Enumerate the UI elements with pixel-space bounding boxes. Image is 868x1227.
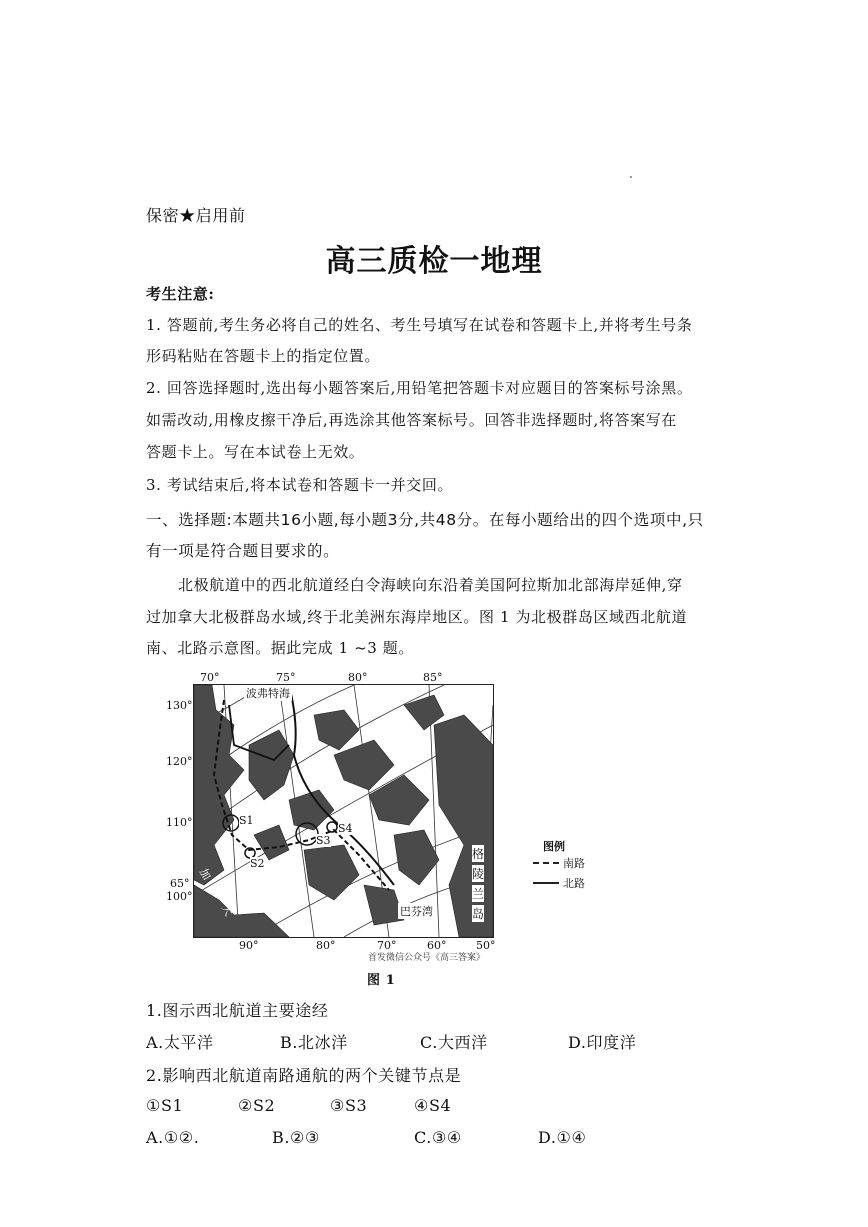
greenland-label-3: 兰 [472, 887, 485, 901]
q2-option-a: A.①②. [146, 1128, 200, 1147]
notice-heading: 考生注意: [146, 285, 215, 303]
passage-line: 北极航道中的西北航道经白令海峡向东沿着美国阿拉斯加北部海岸延伸,穿 [178, 576, 683, 594]
question-1-stem: 1.图示西北航道主要途经 [146, 1001, 329, 1020]
map-lon-top: 75° [276, 671, 296, 684]
section-heading: 有一项是符合题目要求的。 [146, 542, 340, 560]
greenland-label-4: 岛 [472, 907, 485, 921]
south-route-line [214, 700, 389, 890]
notice-line: 答题卡上。写在本试卷上无效。 [146, 443, 365, 461]
q2-option-d: D.①④ [538, 1128, 587, 1147]
map-lon-bottom: 90° [239, 939, 259, 952]
beaufort-sea-label: 波弗特海 [246, 687, 290, 700]
confidential-mark: 保密★启用前 [146, 206, 246, 225]
q2-item-1: ①S1 [146, 1096, 184, 1115]
q1-option-a: A.太平洋 [146, 1033, 214, 1052]
map-lon-bottom: 80° [316, 939, 336, 952]
node-s1-label: S1 [239, 814, 254, 827]
map-lat-left: 130° [166, 699, 193, 712]
map-lon-bottom: 60° [427, 939, 447, 952]
baffin-bay-label: 巴芬湾 [400, 905, 433, 918]
node-s3-label: S3 [316, 834, 331, 847]
question-2-stem: 2.影响西北航道南路通航的两个关键节点是 [146, 1066, 462, 1085]
q1-option-b: B.北冰洋 [280, 1033, 348, 1052]
notice-line: 2. 回答选择题时,选出每小题答案后,用铅笔把答题卡对应题目的答案标号涂黑。 [146, 379, 693, 397]
greenland-label-1: 格 [472, 847, 485, 861]
figure-caption: 图 1 [367, 973, 396, 988]
legend-north-swatch [533, 882, 559, 884]
northwest-passage-map [193, 684, 494, 938]
map-lon-top: 80° [348, 671, 368, 684]
node-s4-circle [327, 822, 337, 832]
node-s2-label: S2 [250, 857, 265, 870]
q2-option-c: C.③④ [414, 1128, 462, 1147]
map-lon-top: 85° [423, 671, 443, 684]
notice-line: 如需改动,用橡皮擦干净后,再选涂其他答案标号。回答非选择题时,将答案写在 [146, 411, 677, 429]
map-lat-left: 65° [170, 877, 190, 890]
canada-label-1: 加 [196, 866, 214, 883]
notice-line: 3. 考试结束后,将本试卷和答题卡一并交回。 [146, 476, 454, 494]
canada-label-2: 拿 [206, 884, 224, 901]
q2-item-4: ④S4 [414, 1096, 452, 1115]
q2-option-b: B.②③ [272, 1128, 320, 1147]
scan-speck [630, 176, 632, 178]
map-lat-left: 110° [166, 816, 193, 829]
notice-line: 1. 答题前,考生务必将自己的姓名、考生号填写在试卷和答题卡上,并将考生号条 [146, 316, 693, 334]
map-lon-bottom: 50° [476, 939, 496, 952]
map-lon-bottom: 70° [377, 939, 397, 952]
legend-south-swatch [533, 862, 559, 864]
page-title: 高三质检一地理 [325, 244, 543, 279]
watermark: 首发微信公众号《高三答案》 [368, 953, 486, 963]
map-lon-top: 70° [200, 671, 220, 684]
map-lat-left: 120° [166, 755, 193, 768]
q2-item-2: ②S2 [238, 1096, 276, 1115]
q2-item-3: ③S3 [330, 1096, 368, 1115]
canada-label-3: 大 [218, 902, 236, 919]
legend-south-label: 南路 [563, 857, 585, 870]
q1-option-c: C.大西洋 [420, 1033, 488, 1052]
greenland-label-2: 陵 [472, 867, 485, 881]
notice-line: 形码粘贴在答题卡上的指定位置。 [146, 347, 381, 365]
legend-title: 图例 [543, 840, 565, 853]
q1-option-d: D.印度洋 [568, 1033, 637, 1052]
legend-north-label: 北路 [563, 877, 585, 890]
map-graphic [194, 685, 493, 937]
map-lat-left: 100° [166, 890, 193, 903]
passage-line: 过加拿大北极群岛水域,终于北美洲东海岸地区。图 1 为北极群岛区域西北航道 [146, 608, 688, 626]
section-heading: 一、选择题:本题共16小题,每小题3分,共48分。在每小题给出的四个选项中,只 [146, 511, 704, 529]
node-s4-label: S4 [338, 822, 353, 835]
passage-line: 南、北路示意图。据此完成 1 ~3 题。 [146, 639, 414, 657]
